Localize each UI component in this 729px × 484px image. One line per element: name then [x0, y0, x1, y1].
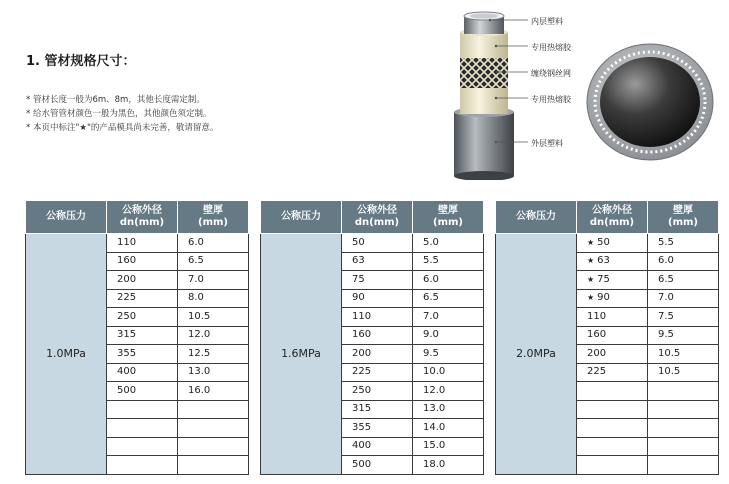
outer-diameter-cell — [107, 252, 178, 271]
star-icon: ★ — [587, 293, 595, 303]
outer-diameter-value: 225 — [352, 366, 372, 378]
outer-diameter-value: 200 — [352, 347, 372, 359]
outer-diameter-cell — [577, 345, 648, 364]
outer-diameter-value: 225 — [587, 366, 607, 378]
wall-thickness-cell — [178, 456, 249, 475]
outer-diameter-cell — [107, 382, 178, 401]
wall-thickness-cell — [178, 400, 249, 419]
wall-thickness-cell — [648, 400, 719, 419]
outer-diameter-value: 50 — [597, 236, 610, 248]
pressure-rating-cell: 2.0MPa — [496, 234, 577, 475]
wall-thickness-cell: 10.0 — [413, 363, 484, 382]
outer-diameter-cell — [107, 419, 178, 438]
wall-thickness-cell — [648, 382, 719, 401]
outer-diameter-cell — [577, 271, 648, 290]
header-outer-diameter: 公称外径 dn(mm) — [342, 201, 413, 234]
outer-diameter-value: 90 — [597, 292, 610, 304]
wall-thickness-cell — [648, 419, 719, 438]
outer-diameter-value: 225 — [117, 292, 137, 304]
wall-thickness-cell: 18.0 — [413, 456, 484, 475]
star-icon: ★ — [587, 274, 595, 284]
outer-diameter-value: 75 — [597, 273, 610, 285]
spec-table-1-6mpa — [260, 200, 484, 475]
outer-diameter-value: 160 — [117, 255, 137, 267]
label-hot-melt-adhesive-1: 专用热熔胶 — [531, 43, 571, 52]
outer-diameter-value: 160 — [587, 329, 607, 341]
wall-thickness-cell: 6.0 — [648, 252, 719, 271]
wall-thickness-cell: 6.0 — [413, 271, 484, 290]
outer-diameter-cell — [107, 326, 178, 345]
header-wall-thickness: 壁厚 (mm) — [413, 201, 484, 234]
outer-diameter-cell — [342, 345, 413, 364]
outer-diameter-value: 355 — [117, 347, 137, 359]
wall-thickness-cell: 7.0 — [413, 308, 484, 327]
wall-thickness-cell: 7.5 — [648, 308, 719, 327]
outer-diameter-value: 200 — [587, 347, 607, 359]
outer-diameter-cell — [342, 363, 413, 382]
wall-thickness-cell: 12.5 — [178, 345, 249, 364]
star-icon: ★ — [587, 256, 595, 266]
wall-thickness-cell: 7.0 — [178, 271, 249, 290]
outer-diameter-cell — [107, 456, 178, 475]
wall-thickness-cell — [178, 419, 249, 438]
wall-thickness-cell: 13.0 — [178, 363, 249, 382]
wall-thickness-cell: 6.5 — [413, 289, 484, 308]
wall-thickness-cell: 16.0 — [178, 382, 249, 401]
wall-thickness-cell: 13.0 — [413, 400, 484, 419]
wall-thickness-cell: 6.5 — [648, 271, 719, 290]
header-pressure: 公称压力 — [261, 201, 342, 234]
header-pressure: 公称压力 — [26, 201, 107, 234]
wall-thickness-cell: 9.5 — [648, 326, 719, 345]
label-steel-wire-mesh: 缠绕钢丝网 — [531, 69, 571, 78]
outer-diameter-value: 250 — [352, 384, 372, 396]
outer-diameter-cell — [577, 308, 648, 327]
table-row — [496, 234, 719, 253]
outer-diameter-cell — [577, 234, 648, 253]
outer-diameter-cell — [342, 271, 413, 290]
pressure-rating-cell: 1.6MPa — [261, 234, 342, 475]
label-hot-melt-adhesive-2: 专用热熔胶 — [531, 95, 571, 104]
header-outer-diameter: 公称外径 dn(mm) — [107, 201, 178, 234]
outer-diameter-cell — [107, 271, 178, 290]
outer-diameter-cell — [577, 419, 648, 438]
table-row — [261, 234, 484, 253]
outer-diameter-cell — [107, 363, 178, 382]
pipe-structure-illustration — [440, 4, 590, 180]
note-star: * 本页中标注"★"的产品模具尚未完善，敬请留意。 — [26, 123, 219, 133]
outer-diameter-value: 250 — [117, 310, 137, 322]
header-outer-diameter: 公称外径 dn(mm) — [577, 201, 648, 234]
outer-diameter-value: 400 — [352, 440, 372, 452]
wall-thickness-cell: 9.0 — [413, 326, 484, 345]
outer-diameter-value: 110 — [352, 310, 372, 322]
outer-diameter-cell — [107, 400, 178, 419]
label-outer-plastic: 外层塑料 — [531, 139, 563, 148]
star-icon: ★ — [587, 237, 595, 247]
outer-diameter-cell — [342, 326, 413, 345]
outer-diameter-cell — [577, 456, 648, 475]
table-header-row — [26, 201, 249, 234]
wall-thickness-cell — [648, 456, 719, 475]
outer-diameter-value: 110 — [587, 310, 607, 322]
wall-thickness-cell: 10.5 — [648, 345, 719, 364]
table-header-row — [261, 201, 484, 234]
wall-thickness-cell — [178, 437, 249, 456]
wall-thickness-cell: 15.0 — [413, 437, 484, 456]
outer-diameter-cell — [577, 326, 648, 345]
outer-diameter-cell — [342, 289, 413, 308]
outer-diameter-value: 63 — [352, 255, 365, 267]
outer-diameter-value: 200 — [117, 273, 137, 285]
pipe-layers-image — [440, 4, 590, 180]
outer-diameter-value: 355 — [352, 421, 372, 433]
cross-section-graphic — [583, 42, 718, 162]
outer-diameter-cell — [577, 437, 648, 456]
outer-diameter-value: 110 — [117, 236, 137, 248]
outer-diameter-value: 500 — [117, 384, 137, 396]
outer-diameter-value: 315 — [117, 329, 137, 341]
notes — [26, 93, 218, 135]
table-header-row — [496, 201, 719, 234]
wall-thickness-cell: 6.5 — [178, 252, 249, 271]
outer-diameter-value: 315 — [352, 403, 372, 415]
wall-thickness-cell: 9.5 — [413, 345, 484, 364]
outer-diameter-cell — [342, 234, 413, 253]
wall-thickness-cell: 8.0 — [178, 289, 249, 308]
outer-diameter-cell — [342, 437, 413, 456]
wall-thickness-cell: 5.5 — [413, 252, 484, 271]
outer-diameter-cell — [577, 400, 648, 419]
header-wall-thickness: 壁厚 (mm) — [178, 201, 249, 234]
wall-thickness-cell: 7.0 — [648, 289, 719, 308]
outer-diameter-cell — [107, 308, 178, 327]
label-inner-plastic: 内层塑料 — [531, 17, 563, 26]
outer-diameter-cell — [107, 345, 178, 364]
wall-thickness-cell: 10.5 — [178, 308, 249, 327]
spec-table-1-0mpa — [25, 200, 249, 475]
outer-diameter-cell — [342, 308, 413, 327]
outer-diameter-value: 400 — [117, 366, 137, 378]
wall-thickness-cell: 14.0 — [413, 419, 484, 438]
wall-thickness-cell: 12.0 — [178, 326, 249, 345]
outer-diameter-cell — [107, 437, 178, 456]
outer-diameter-cell — [577, 252, 648, 271]
outer-diameter-cell — [577, 289, 648, 308]
outer-diameter-cell — [342, 456, 413, 475]
outer-diameter-value: 63 — [597, 255, 610, 267]
outer-diameter-value: 500 — [352, 458, 372, 470]
wall-thickness-cell: 5.5 — [648, 234, 719, 253]
outer-diameter-value: 50 — [352, 236, 365, 248]
outer-diameter-value: 90 — [352, 292, 365, 304]
wall-thickness-cell: 12.0 — [413, 382, 484, 401]
outer-diameter-cell — [342, 252, 413, 271]
outer-diameter-cell — [342, 419, 413, 438]
spec-table-2-0mpa — [495, 200, 719, 475]
outer-diameter-cell — [577, 382, 648, 401]
outer-diameter-cell — [107, 234, 178, 253]
wall-thickness-cell: 5.0 — [413, 234, 484, 253]
table-row — [26, 234, 249, 253]
wall-thickness-cell: 6.0 — [178, 234, 249, 253]
outer-diameter-cell — [577, 363, 648, 382]
outer-diameter-cell — [342, 400, 413, 419]
pipe-cross-section-image — [583, 42, 718, 162]
wall-thickness-cell: 10.5 — [648, 363, 719, 382]
header-pressure: 公称压力 — [496, 201, 577, 234]
outer-diameter-value: 75 — [352, 273, 365, 285]
note-length: * 管材长度一般为6m、8m，其他长度需定制。 — [26, 95, 205, 105]
note-color: * 给水管管材颜色一般为黑色，其他颜色须定制。 — [26, 109, 212, 119]
outer-diameter-cell — [107, 289, 178, 308]
outer-diameter-value: 160 — [352, 329, 372, 341]
section-title: 1. 管材规格尺寸： — [26, 54, 136, 69]
header-wall-thickness: 壁厚 (mm) — [648, 201, 719, 234]
outer-diameter-cell — [342, 382, 413, 401]
wall-thickness-cell — [648, 437, 719, 456]
pressure-rating-cell: 1.0MPa — [26, 234, 107, 475]
